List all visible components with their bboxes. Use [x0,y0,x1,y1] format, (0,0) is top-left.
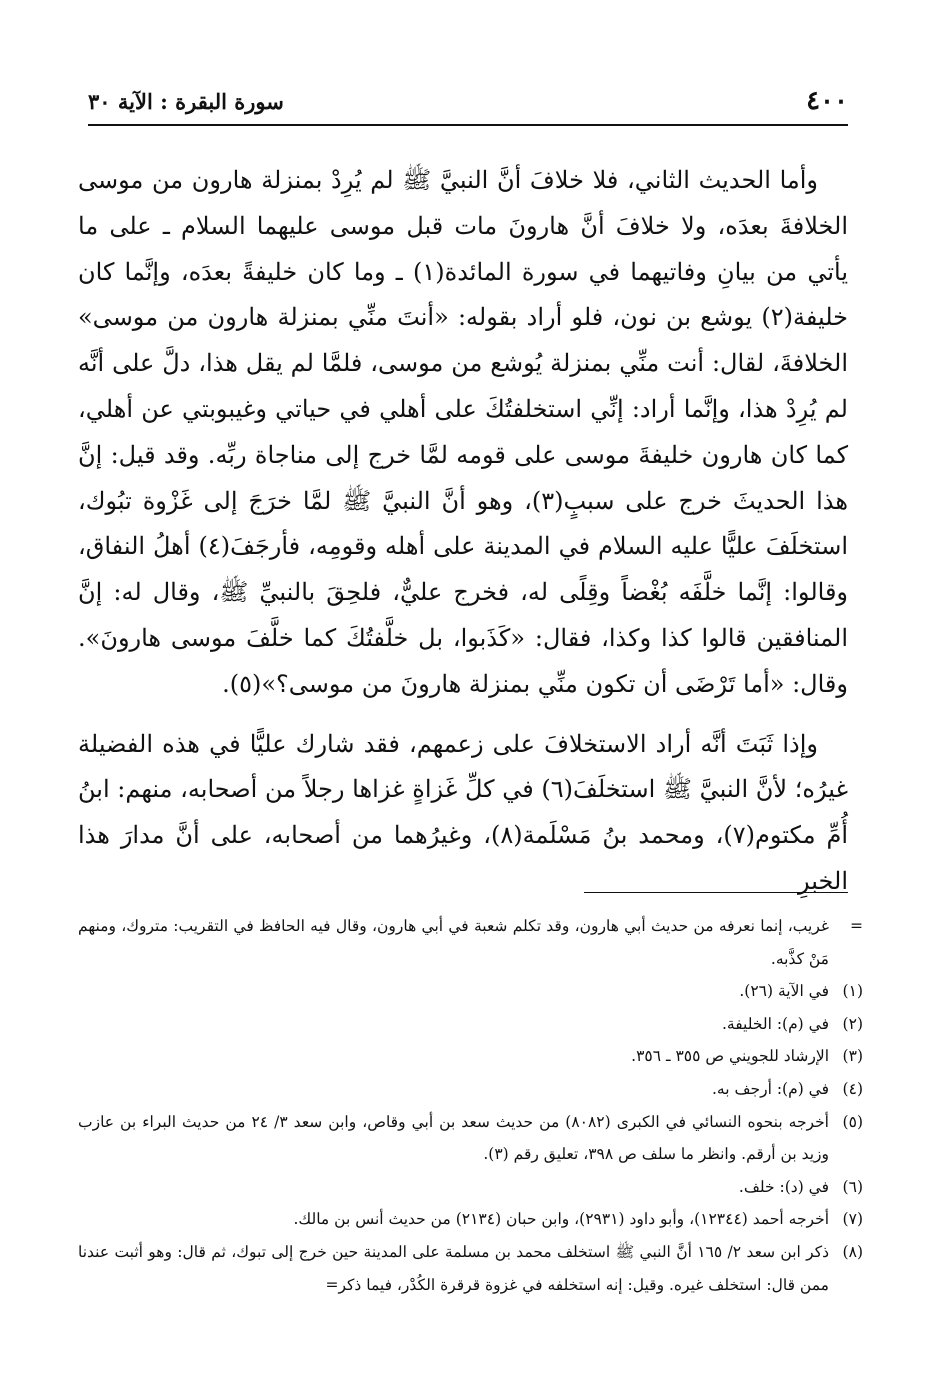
footnote-text: أخرجه أحمد (١٢٣٤٤)، وأبو داود (٢٩٣١)، وابن حبان (٢١٣٤) من حديث أنس بن مالك. [293,1210,829,1229]
running-title: سورة البقرة : الآية ٣٠ [88,89,284,114]
footnote-mark: (٥) [842,1112,863,1131]
page-number: ٤٠٠ [806,86,848,116]
main-text [78,158,848,905]
footnote-mark: (٧) [842,1210,863,1229]
footnote-mark: (٦) [842,1177,863,1196]
footnote-text: في (م): أرجف به. [712,1079,829,1098]
footnote-item [78,910,863,975]
footnote-text: الإرشاد للجويني ص ٣٥٥ ـ ٣٥٦. [631,1047,829,1066]
footnotes [78,910,863,1301]
paragraph: وأما الحديث الثاني، فلا خلافَ أنَّ النبيَّ ﷺ لم يُرِدْ بمنزلة هارون من موسى الخلافةَ بعدَه، ولا خلافَ أنَّ هارونَ مات قبل موسى عليهما السلام ـ على ما يأتي من بيانِ وفاتيهما في سورة المائدة(١) ـ وما كان خليفةً بعدَه، وإنَّما كان خليفة(٢) يوشع بن نون، فلو أراد بقوله: «أنتَ منِّي بمنزلة هارون من موسى» الخلافةَ، لقال: أنت منِّي بمنزلة يُوشع من موسى، فلمَّا لم يقل هذا، دلَّ على أنَّه لم يُرِدْ هذا، وإنَّما أراد: إنِّي استخلفتُكَ على أهلي في حياتي وغيبوبتي عن أهلي، كما كان هارون خليفةَ موسى على قومه لمَّا خرج إلى مناجاة ربِّه. وقد قيل: إنَّ هذا الحديثَ خرج على سببٍ(٣)، وهو أنَّ النبيَّ ﷺ لمَّا خرَجَ إلى غَزْوة تبُوك، استخلَفَ عليًّا عليه السلام في المدينة على أهله وقومِه، فأرجَفَ(٤) أهلُ النفاق، وقالوا: إنَّما خلَّفَه بُغْضاً وقِلًى له، فخرج عليٌّ، فلحِقَ بالنبيِّ ﷺ، وقال له: إنَّ المنافقين قالوا كذا وكذا، فقال: «كَذَبوا، بل خلَّفتُكَ كما خلَّفَ موسى هارونَ». وقال: «أما تَرْضَى أن تكون منِّي بمنزلة هارونَ من موسى؟»(٥). [78,166,849,698]
footnote-text: في (د): خلف. [738,1177,829,1196]
footnote-item [78,1106,863,1171]
footnote-mark: = [850,917,863,935]
footnote-item [78,975,863,1008]
footnote-item [78,1236,863,1301]
footnote-divider [584,892,848,893]
page-header [88,80,848,126]
footnote-item [78,1040,863,1073]
footnote-mark: (٨) [842,1242,863,1261]
footnote-text: أخرجه بنحوه النسائي في الكبرى (٨٠٨٢) من حديث سعد بن أبي وقاص، وابن سعد ٣/ ٢٤ من حديث البراء بن عازب وزيد بن أرقم. وانظر ما سلف ص ٣٩٨، تعليق رقم (٣). [78,1112,829,1164]
footnote-mark: (٤) [842,1079,863,1098]
footnote-text: ذكر ابن سعد ٢/ ١٦٥ أنَّ النبي ﷺ استخلف محمد بن مسلمة على المدينة حين خرج إلى تبوك، ثم قال: وهو أثبت عندنا ممن قال: استخلف غيره. وقيل: إنه استخلفه في غزوة قرقرة الكُدْر، فيما ذكر= [78,1242,830,1294]
footnote-mark: (٢) [842,1014,863,1033]
footnote-item [78,1203,863,1236]
footnote-mark: (٣) [842,1047,863,1066]
footnote-item [78,1171,863,1204]
footnote-mark: (١) [842,982,863,1001]
paragraph: وإذا ثَبَتَ أنَّه أراد الاستخلافَ على زعمهم، فقد شارك عليًّا في هذه الفضيلة غيرُه؛ لأنَّ النبيَّ ﷺ استخلَفَ(٦) في كلِّ غَزاةٍ غزاها رجلاً من أصحابه، منهم: ابنُ أُمِّ مكتوم(٧)، ومحمد بنُ مَسْلَمة(٨)، وغيرُهما من أصحابه، على أنَّ مدارَ هذا الخبرِ [78,729,848,895]
footnote-text: غريب، إنما نعرفه من حديث أبي هارون، وقد تكلم شعبة في أبي هارون، وقال فيه الحافظ في التقريب: متروك، ومنهم مَنْ كذَّبه. [78,917,829,968]
footnote-text: في الآية (٢٦). [739,982,829,1001]
footnote-item [78,1008,863,1041]
footnote-text: في (م): الخليفة. [721,1014,829,1033]
footnote-item [78,1073,863,1106]
